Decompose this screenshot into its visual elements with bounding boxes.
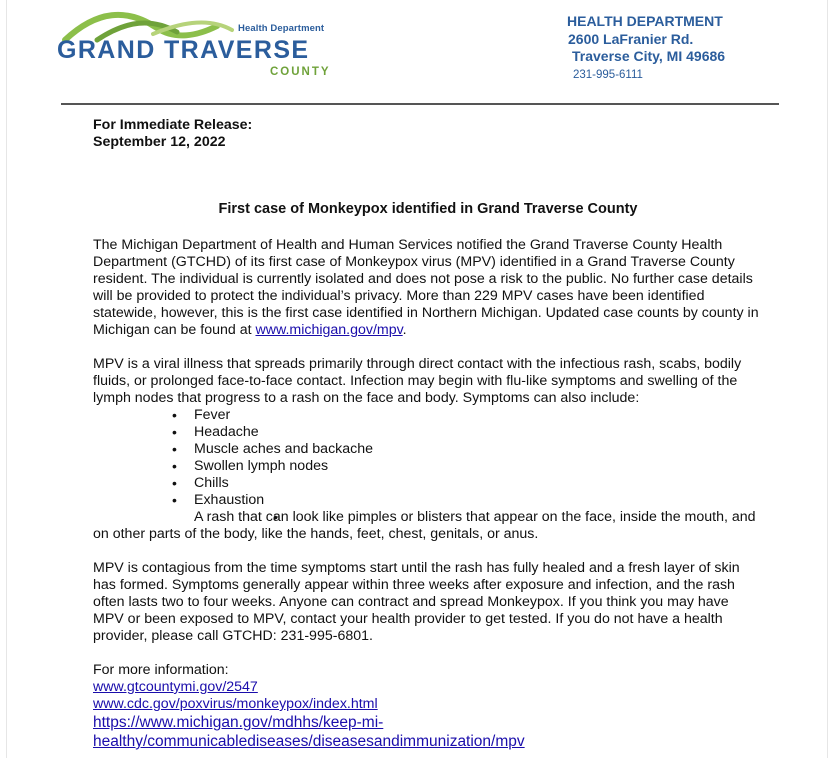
header-divider [61, 103, 779, 105]
paragraph-announcement [93, 237, 763, 339]
paragraph-announcement-end: . [402, 322, 407, 338]
address-city: Traverse City, MI 49686 [572, 48, 726, 64]
press-release-title: First case of Monkeypox identified in Grand Traverse County [218, 201, 638, 217]
list-item: • Swollen lymph nodes [93, 458, 763, 475]
michigan-mpv-link[interactable]: www.michigan.gov/mpv [255, 322, 403, 338]
press-release-page [6, 0, 828, 758]
release-body [93, 117, 763, 751]
symptom-list [93, 407, 763, 543]
logo-name: GRAND TRAVERSE [57, 36, 310, 64]
paragraph-contagion: MPV is contagious from the time symptoms start until the rash has fully healed and a fresh layer of skin has formed. Symptoms generally appear within three weeks after exposure and infection, and the rash often lasts two to four weeks. Anyone can contract and spread Monkeypox. If you think you may have MPV or been exposed to MPV, contact your health provider to get tested. If you do not have a health provider, please call GTCHD: 231-995-6801. [93, 560, 740, 644]
cdc-monkeypox-link[interactable]: www.cdc.gov/poxvirus/monkeypox/index.html [93, 696, 378, 712]
list-item: • Exhaustion [93, 492, 763, 509]
logo-department-label: Health Department [238, 23, 325, 34]
mdhhs-mpv-link[interactable]: https://www.michigan.gov/mdhhs/keep-mi-healthy/communicablediseases/diseasesandimmunization/mpv [93, 714, 525, 750]
list-item: • Chills [93, 475, 763, 492]
gtcounty-link[interactable]: www.gtcountymi.gov/2547 [93, 679, 258, 695]
list-item: • Muscle aches and backache [93, 441, 763, 458]
list-item: • Headache [93, 424, 763, 441]
address-org: HEALTH DEPARTMENT [567, 13, 723, 29]
department-address [567, 13, 725, 84]
paragraph-illness: MPV is a viral illness that spreads primarily through direct contact with the infectious rash, scabs, bodily fluids, or prolonged face-to-face contact. Infection may begin with flu-like symptoms and swelling of the lymph nodes that progress to a rash on the face and body. Symptoms can also include: [93, 356, 742, 406]
list-item: • A rash that can look like pimples or blisters that appear on the face, inside the mouth, and on other parts of the body, like the hands, feet, chest, genitals, or anus. [93, 509, 763, 543]
paragraph-announcement-text: The Michigan Department of Health and Human Services notified the Grand Traverse County Health Department (GTCHD) of its first case of Monkeypox virus (MPV) identified in a Grand Traverse County resident. The individual is currently isolated and does not pose a risk to the public. No further case details will be provided to protect the individual’s privacy. More than 229 MPV cases have been identified statewide, however, this is the first case identified in Northern Michigan. Updated case counts by county in Michigan can be found at [93, 237, 759, 338]
list-item: • Fever [93, 407, 763, 424]
more-info-label: For more information: [93, 662, 229, 678]
more-info-section [93, 662, 763, 751]
address-street: 2600 LaFranier Rd. [568, 30, 694, 47]
gtc-health-logo [57, 6, 342, 84]
release-label: For Immediate Release: [93, 117, 253, 133]
logo-county-label: COUNTY [270, 66, 331, 78]
address-phone: 231-995-6111 [573, 68, 643, 81]
release-date: September 12, 2022 [93, 134, 226, 150]
